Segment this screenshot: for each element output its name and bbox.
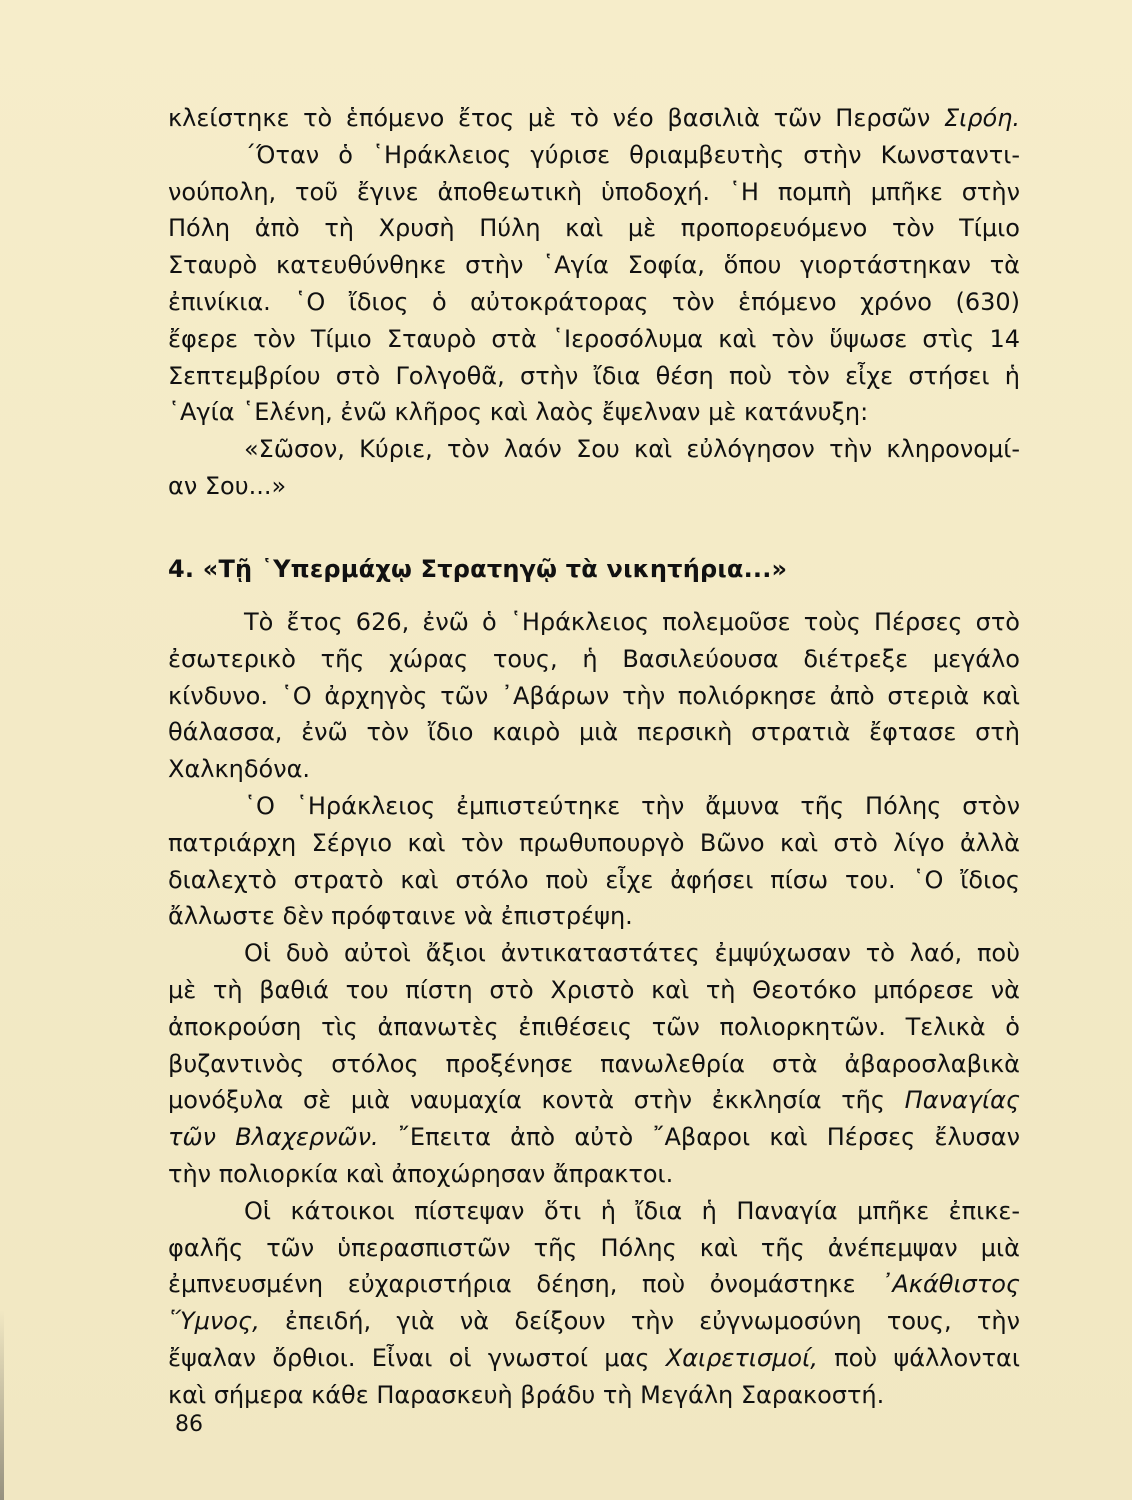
text-line: ἀποκρούση τὶς ἀπανωτὲς ἐπιθέσεις τῶν πολιορκητῶν. Τελικὰ ὁ <box>168 1012 1020 1041</box>
page-edge-shadow <box>0 1310 4 1500</box>
text-line: Οἱ κάτοικοι πίστεψαν ὅτι ἡ ἴδια ἡ Παναγία μπῆκε ἐπικε- <box>244 1196 1020 1225</box>
text-line: Χαλκηδόνα. <box>168 755 311 784</box>
text-line: Σταυρὸ κατευθύνθηκε στὴν ῾Αγία Σοφία, ὅπου γιορτάστηκαν τὰ <box>168 251 1020 280</box>
text-line: βυζαντινὸς στόλος προξένησε πανωλεθρία στὰ ἀβαροσλαβικὰ <box>168 1049 1020 1078</box>
paragraph-block-2 <box>168 604 1020 1414</box>
text-line: αν Σου...» <box>168 471 287 500</box>
text-line: θάλασσα, ἐνῶ τὸν ἴδιο καιρὸ μιὰ περσικὴ στρατιὰ ἔφτασε στὴ <box>168 718 1020 747</box>
text-line: ῾Ο ῾Ηράκλειος ἐμπιστεύτηκε τὴν ἄμυνα τῆς Πόλης στὸν <box>244 791 1020 820</box>
text-line: φαλῆς τῶν ὑπερασπιστῶν τῆς Πόλης καὶ τῆς ἀνέπεμψαν μιὰ <box>168 1233 1020 1262</box>
text-line: ἐμπνευσμένη εὐχαριστήρια δέηση, ποὺ ὀνομάστηκε ᾿Ακάθιστος <box>168 1270 1020 1299</box>
paragraph-block-1 <box>168 100 1020 505</box>
text-line: νούπολη, τοῦ ἔγινε ἀποθεωτικὴ ὑποδοχή. ῾Η πομπὴ μπῆκε στὴν <box>168 177 1020 206</box>
text-line: Τὸ ἔτος 626, ἐνῶ ὁ ῾Ηράκλειος πολεμοῦσε τοὺς Πέρσες στὸ <box>244 608 1020 636</box>
text-line: «Σῶσον, Κύριε, τὸν λαόν Σου καὶ εὐλόγησον τὴν κληρονομί- <box>244 435 1020 464</box>
text-line: ἄλλωστε δὲν πρόφταινε νὰ ἐπιστρέψη. <box>168 902 633 931</box>
text-line: καὶ σήμερα κάθε Παρασκευὴ βράδυ τὴ Μεγάλη Σαρακοστή. <box>168 1380 885 1409</box>
text-line: ἐσωτερικὸ τῆς χώρας τους, ἡ Βασιλεύουσα διέτρεξε μεγάλο <box>168 644 1020 673</box>
text-line: μὲ τὴ βαθιά του πίστη στὸ Χριστὸ καὶ τὴ Θεοτόκο μπόρεσε νὰ <box>168 975 1020 1004</box>
text-line: ῞Υμνος, ἐπειδή, γιὰ νὰ δείξουν τὴν εὐγνωμοσύνη τους, τὴν <box>168 1307 1020 1336</box>
section-heading: 4. «Τῇ ῾Υπερμάχῳ Στρατηγῷ τὰ νικητήρια...» <box>168 555 788 583</box>
text-line: ἐπινίκια. ῾Ο ἴδιος ὁ αὐτοκράτορας τὸν ἑπόμενο χρόνο (630) <box>168 287 1020 316</box>
text-line: ἔφερε τὸν Τίμιο Σταυρὸ στὰ ῾Ιεροσόλυμα καὶ τὸν ὕψωσε στὶς 14 <box>168 324 1020 353</box>
text-line: ΄Όταν ὁ ῾Ηράκλειος γύρισε θριαμβευτὴς στὴν Κωνσταντι- <box>244 140 1020 169</box>
text-line: ῾Αγία ῾Ελένη, ἐνῶ κλῆρος καὶ λαὸς ἔψελναν μὲ κατάνυξη: <box>168 398 869 427</box>
text-line: Σεπτεμβρίου στὸ Γολγοθᾶ, στὴν ἴδια θέση ποὺ τὸν εἶχε στήσει ἡ <box>168 361 1020 390</box>
text-line: τὴν πολιορκία καὶ ἀποχώρησαν ἄπρακτοι. <box>168 1159 674 1188</box>
text-line: μονόξυλα σὲ μιὰ ναυμαχία κοντὰ στὴν ἐκκλησία τῆς Παναγίας <box>168 1086 1020 1115</box>
text-line: Πόλη ἀπὸ τὴ Χρυσὴ Πύλη καὶ μὲ προπορευόμενο τὸν Τίμιο <box>168 214 1020 243</box>
text-line: ἔψαλαν ὄρθιοι. Εἶναι οἱ γνωστοί μας Χαιρετισμοί, ποὺ ψάλλονται <box>168 1343 1020 1372</box>
text-line: κλείστηκε τὸ ἑπόμενο ἔτος μὲ τὸ νέο βασιλιὰ τῶν Περσῶν Σιρόη. <box>168 104 1020 132</box>
text-line: Οἱ δυὸ αὐτοὶ ἄξιοι ἀντικαταστάτες ἐμψύχωσαν τὸ λαό, ποὺ <box>244 939 1020 968</box>
text-line: τῶν Βλαχερνῶν. ῎Επειτα ἀπὸ αὐτὸ ῎Αβαροι καὶ Πέρσες ἔλυσαν <box>168 1123 1020 1152</box>
page-number: 86 <box>175 1412 203 1437</box>
text-line: πατριάρχη Σέργιο καὶ τὸν πρωθυπουργὸ Βῶνο καὶ στὸ λίγο ἀλλὰ <box>168 828 1020 857</box>
text-line: διαλεχτὸ στρατὸ καὶ στόλο ποὺ εἶχε ἀφήσει πίσω του. ῾Ο ἴδιος <box>168 865 1020 894</box>
text-line: κίνδυνο. ῾Ο ἀρχηγὸς τῶν ᾿Αβάρων τὴν πολιόρκησε ἀπὸ στεριὰ καὶ <box>168 681 1020 710</box>
